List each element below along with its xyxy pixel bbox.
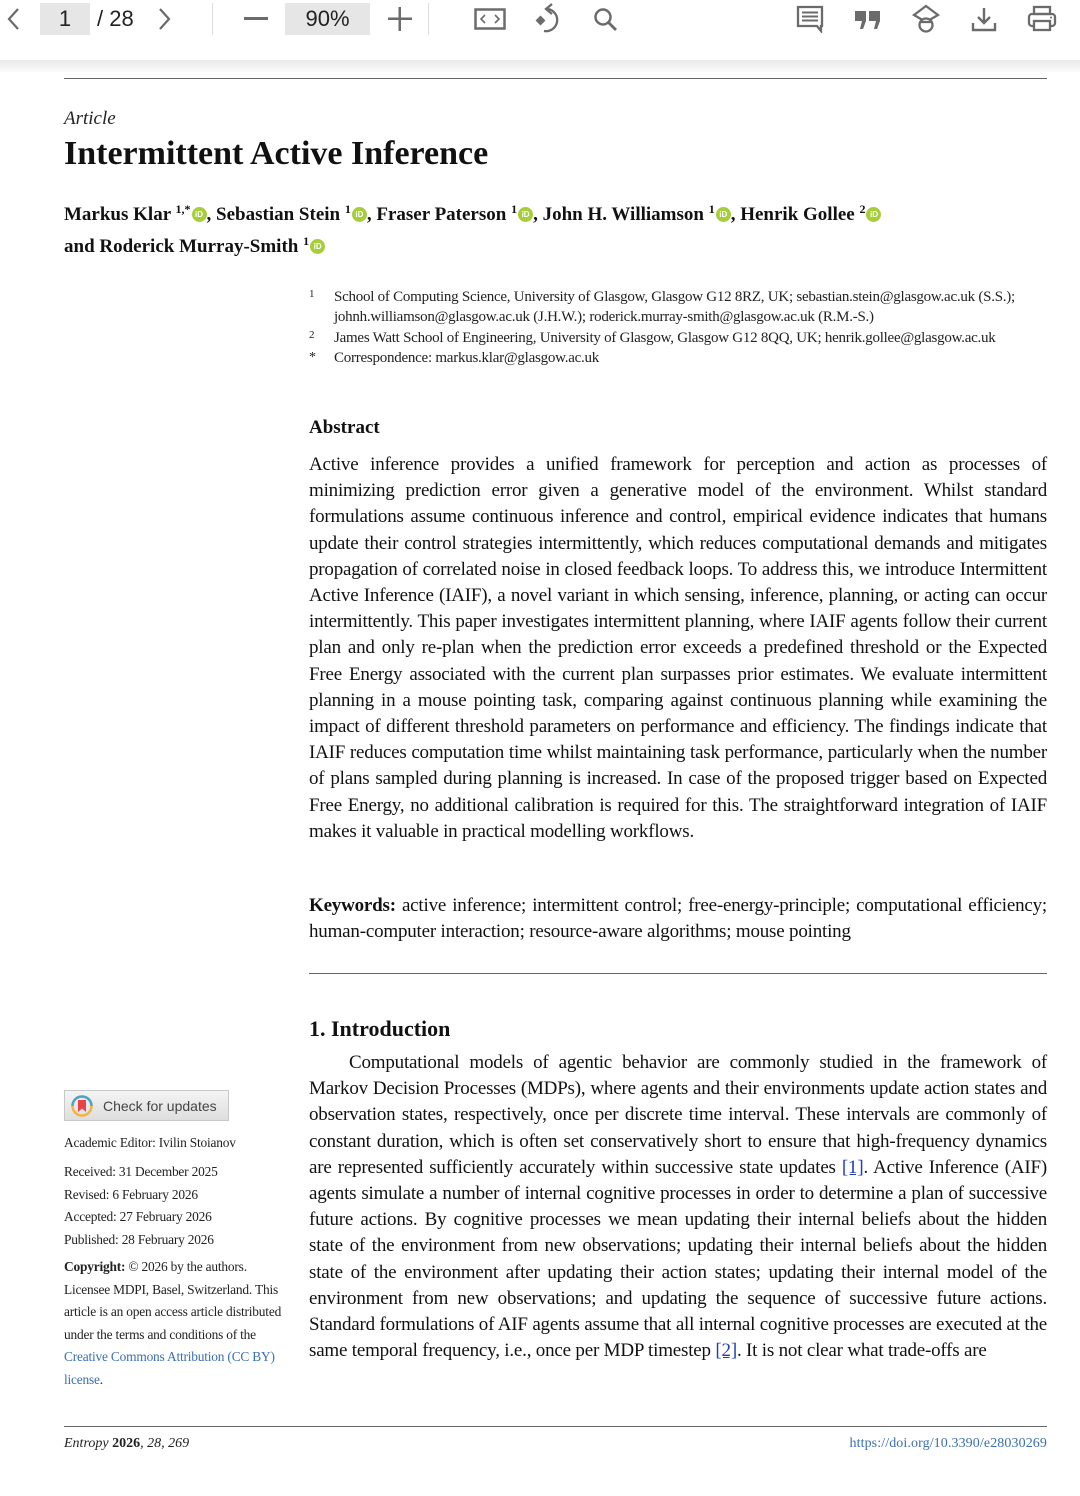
fit-width-button[interactable] xyxy=(472,6,508,32)
copyright-text: © 2026 by the authors. Licensee MDPI, Basel, Switzerland. This article is an open access article distributed under the terms and conditions of the xyxy=(64,1259,282,1342)
keywords xyxy=(309,893,1047,945)
article-type: Article xyxy=(64,108,116,129)
search-button[interactable] xyxy=(590,4,622,36)
received-date: Received: 31 December 2025 xyxy=(64,1164,218,1179)
author: Fraser Paterson xyxy=(376,204,507,225)
body-text: Computational models of agentic behavior are commonly studied in the framework of Markov Decision Processes (MDPs), where agents and their environments update action states and observation states, respectively, once per discrete time interval. These intervals are commonly of constant duration, which is often set conservatively short to ensure that high-frequency dynamics are represented sufficiently accurately within successive state updates xyxy=(309,1052,1047,1178)
author: Markus Klar xyxy=(64,204,171,225)
abstract-text: Active inference provides a unified framework for perception and action as processes of minimizing prediction error given a generative model of the environment. Whilst standard formulations assume continuous inference and control, empirical evidence indicates that humans update their control strategies intermittently, which reduces computational demands and mitigates propagation of correlated noise in closed feedback loops. To address this, we introduce Intermittent Active Inference (IAIF), a novel variant in which sensing, inference, planning, or acting can occur intermittently. This paper investigates intermittent planning, where IAIF agents follow their current plan and only re-plan when the prediction error exceeds a predefined threshold or the Expected Free Energy associated with the current plan surpasses prior estimates. We evaluate intermittent planning in a mouse pointing task, comparing against continuous planning while examining the impact of different threshold parameters on performance and efficiency. The findings indicate that IAIF reduces computation time whilst maintaining task performance, particularly when the number of plans sampled during planning is increased. In case of the proposed trigger based on Expected Free Energy, no additional calibration is required for this. The straightforward integration of IAIF makes it valuable in practical modelling workflows. xyxy=(309,454,1047,842)
journal-name: Entropy xyxy=(64,1436,109,1451)
chevron-left-icon xyxy=(6,7,20,31)
doi-link[interactable]: https://doi.org/10.3390/e28030269 xyxy=(849,1436,1047,1451)
abstract-heading: Abstract xyxy=(309,417,380,438)
accepted-date: Accepted: 27 February 2026 xyxy=(64,1209,212,1224)
comments-button[interactable] xyxy=(794,4,826,34)
affiliation-text: School of Computing Science, University of Glasgow, Glasgow G12 8RZ, UK; sebastian.stein@glasgow.ac.uk (S.S.); johnh.williamson@glasgow.ac.uk (J.H.W.); roderick.murray-smith@glasgow.ac.uk (R.M.-S.) xyxy=(334,289,1015,326)
author: Roderick Murray-Smith xyxy=(99,236,299,257)
rotate-icon xyxy=(534,3,564,35)
copyright-label: Copyright: xyxy=(64,1259,126,1274)
journal-volume: , 28, 269 xyxy=(140,1436,190,1451)
download-icon xyxy=(971,5,997,33)
abstract-rule xyxy=(309,973,1047,974)
footer-rule xyxy=(64,1426,1047,1427)
academic-editor: Academic Editor: Ivilin Stoianov xyxy=(64,1135,236,1150)
keywords-label: Keywords: xyxy=(309,895,396,916)
journal-year: 2026 xyxy=(112,1436,141,1451)
zoom-level-input[interactable]: 90% xyxy=(285,3,370,35)
toolbar-shadow xyxy=(0,60,1080,72)
author-list: Markus Klar $^{1,*}$ iD , Sebastian Stein $^1$ iD , Fraser Paterson $^1$ iD , John H. Williamson $^1$ iD , Henrik Gollee $^2$ iD and Roderick Murray-Smith $^1$ iD xyxy=(64,196,1044,260)
scholar-icon xyxy=(912,4,940,34)
affiliations xyxy=(309,287,1054,369)
orcid-icon[interactable]: iD xyxy=(866,207,881,222)
copyright-notice xyxy=(64,1256,294,1391)
header-rule xyxy=(64,78,1047,79)
orcid-icon[interactable]: iD xyxy=(518,207,533,222)
download-button[interactable] xyxy=(968,4,1000,34)
author: John H. Williamson xyxy=(542,204,704,225)
journal-citation xyxy=(64,1436,189,1452)
toolbar-divider xyxy=(212,3,213,35)
zoom-out-button[interactable] xyxy=(240,6,272,32)
affiliation-item xyxy=(309,287,1054,328)
paper-title: Intermittent Active Inference xyxy=(64,135,489,172)
license-link[interactable]: Creative Commons Attribution (CC BY) license xyxy=(64,1349,275,1387)
quote-icon xyxy=(854,8,882,30)
affiliation-mark: 1 xyxy=(309,288,315,300)
affiliation-mark: * xyxy=(309,350,316,366)
prev-page-button[interactable] xyxy=(2,6,24,32)
zoom-in-button[interactable] xyxy=(384,6,416,32)
affiliation-text: James Watt School of Engineering, University of Glasgow, Glasgow G12 8QQ, UK; henrik.gollee@glasgow.ac.uk xyxy=(334,329,996,346)
crossmark-icon xyxy=(71,1095,93,1117)
cite-button[interactable] xyxy=(852,6,884,32)
affiliation-mark: 2 xyxy=(309,328,315,341)
orcid-icon[interactable]: iD xyxy=(352,207,367,222)
orcid-icon[interactable]: iD xyxy=(716,207,731,222)
affiliation-item xyxy=(309,328,1054,348)
affiliation-item xyxy=(309,348,1054,368)
author: Henrik Gollee xyxy=(740,204,855,225)
author-affil-mark: 2 xyxy=(859,202,866,216)
published-date: Published: 28 February 2026 xyxy=(64,1232,214,1247)
minus-icon xyxy=(244,17,268,21)
section-heading: 1. Introduction xyxy=(309,1016,451,1041)
search-icon xyxy=(593,7,619,33)
pdf-toolbar xyxy=(0,0,1080,60)
body-text: . It is not clear what trade-offs are xyxy=(736,1340,987,1362)
author-affil-mark: 1 xyxy=(511,202,518,216)
toolbar-divider xyxy=(428,3,429,35)
author-affil-mark: 1 xyxy=(303,234,310,248)
revised-date: Revised: 6 February 2026 xyxy=(64,1187,198,1202)
author-affil-mark: 1 xyxy=(708,202,715,216)
check-for-updates-button[interactable] xyxy=(64,1090,229,1121)
rotate-button[interactable] xyxy=(532,2,566,36)
orcid-icon[interactable]: iD xyxy=(192,207,207,222)
author-prefix: and xyxy=(64,236,100,257)
check-for-updates-label: Check for updates xyxy=(103,1097,217,1114)
intro-paragraph xyxy=(309,1050,1047,1364)
correspondence-text: Correspondence: markus.klar@glasgow.ac.uk xyxy=(334,350,600,367)
plus-icon xyxy=(388,7,412,31)
print-button[interactable] xyxy=(1024,4,1060,34)
keywords-text: active inference; intermittent control; free-energy-principle; computational efficiency; human-computer interaction; resource-aware algorithms; mouse pointing xyxy=(309,895,1047,942)
author-affil-mark: 1,* xyxy=(175,202,191,216)
next-page-button[interactable] xyxy=(154,6,176,32)
copyright-end: . xyxy=(99,1371,103,1387)
print-icon xyxy=(1027,5,1057,33)
author-affil-mark: 1 xyxy=(344,202,351,216)
fit-width-icon xyxy=(474,8,506,30)
comment-icon xyxy=(796,5,824,33)
orcid-icon[interactable]: iD xyxy=(310,239,325,254)
chevron-right-icon xyxy=(158,7,172,31)
body-text: . Active Inference (AIF) agents simulate a number of internal cognitive processes in order to determine a plan of successive future actions. By cognitive processes we mean updating their internal beliefs about the hidden state of the environment from new observations; updating their internal beliefs about the hidden state of the environment after updating their action states; updating their internal model of the environment from new observations; and updating the sequence of successive future actions. Standard formulations of AIF agents assume that all internal cognitive processes are executed at the same temporal frequency, i.e., once per MDP timestep xyxy=(309,1156,1048,1362)
page-total: / 28 xyxy=(97,6,134,31)
citation-link[interactable]: [2] xyxy=(715,1340,737,1362)
author: Sebastian Stein xyxy=(216,204,341,225)
citation-link[interactable]: [1] xyxy=(841,1156,864,1178)
page-number-input[interactable]: 1 xyxy=(40,3,90,35)
scholar-button[interactable] xyxy=(910,4,942,34)
